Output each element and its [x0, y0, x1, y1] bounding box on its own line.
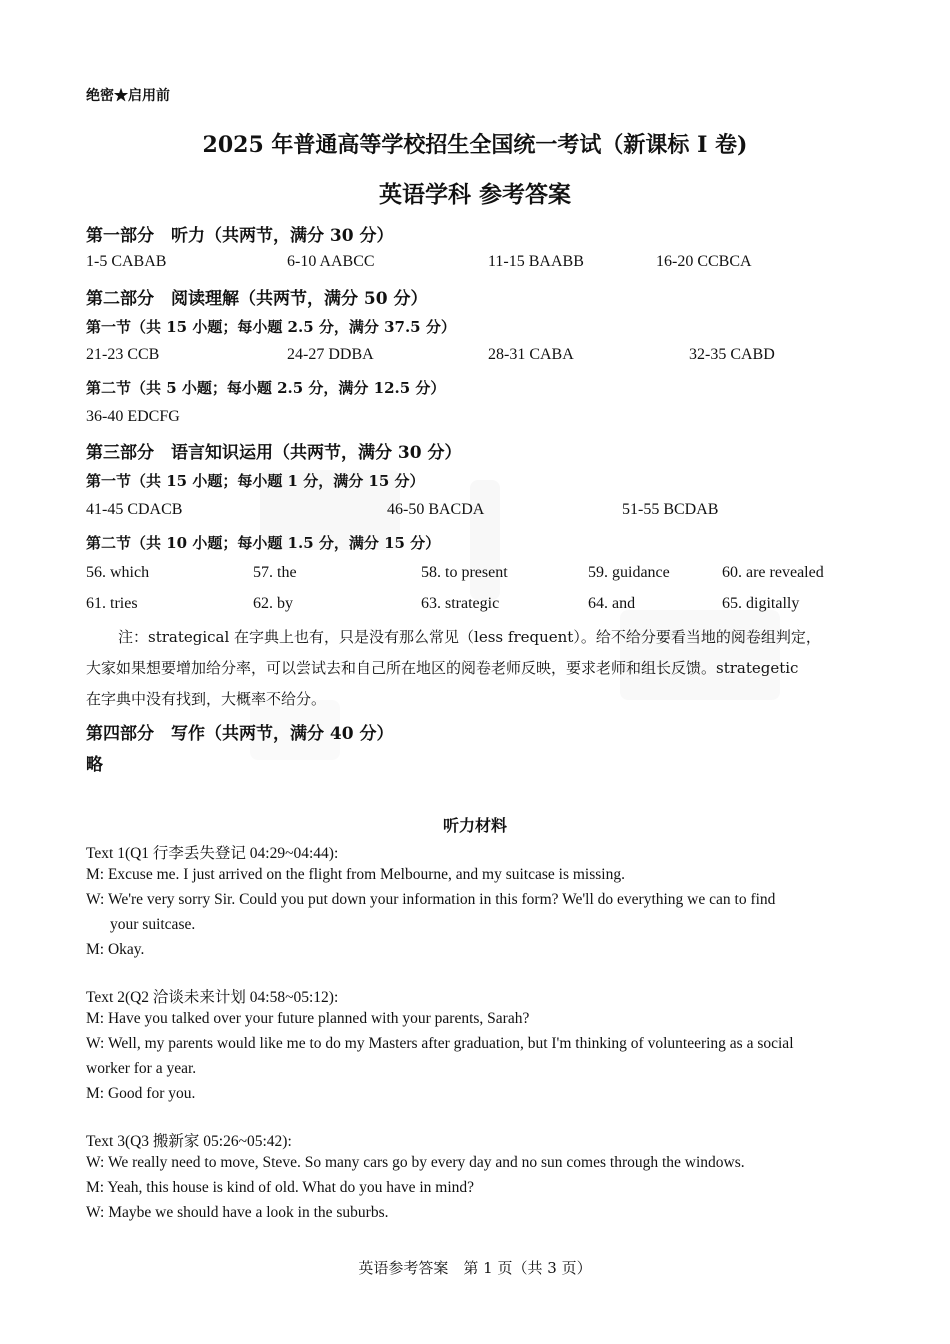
dialogue-line: M: Yeah, this house is kind of old. What do you have in mind? — [86, 1179, 475, 1196]
fill-answer: 56. which — [86, 564, 150, 581]
part2-heading: 第二部分 阅读理解（共两节，满分 50 分） — [86, 289, 428, 309]
dialogue-line: M: Excuse me. I just arrived on the flight from Melbourne, and my suitcase is missing. — [86, 866, 625, 883]
text-heading: Text 3(Q3 搬新家 05:26~05:42): — [86, 1133, 292, 1150]
answer-group: 11-15 BAABB — [488, 253, 584, 270]
answer-group: 24-27 DDBA — [287, 346, 374, 363]
part4-content: 略 — [86, 755, 103, 775]
answer-group: 1-5 CABAB — [86, 253, 167, 270]
part2-section1-heading: 第一节（共 15 小题；每小题 2.5 分，满分 37.5 分） — [86, 318, 456, 336]
answer-group: 41-45 CDACB — [86, 501, 183, 518]
answer-group: 32-35 CABD — [689, 346, 775, 363]
materials-title: 听力材料 — [442, 816, 507, 835]
fill-answer: 61. tries — [86, 595, 138, 612]
answer-group: 46-50 BACDA — [387, 501, 485, 518]
fill-answer: 59. guidance — [588, 564, 670, 581]
fill-answer: 65. digitally — [722, 595, 800, 612]
dialogue-line: W: We're very sorry Sir. Could you put down your information in this form? We'll do everything we can to find — [86, 891, 776, 908]
note-line: 大家如果想要增加给分率，可以尝试去和自己所在地区的阅卷老师反映，要求老师和组长反馈。strategetic — [86, 659, 799, 677]
fill-answer: 57. the — [253, 564, 297, 581]
dialogue-line: W: Maybe we should have a look in the suburbs. — [86, 1204, 389, 1221]
dialogue-line: M: Good for you. — [86, 1085, 196, 1102]
part4-heading: 第四部分 写作（共两节，满分 40 分） — [86, 724, 394, 744]
text-heading: Text 2(Q2 洽谈未来计划 04:58~05:12): — [86, 989, 339, 1006]
page-title: 2025 年普通高等学校招生全国统一考试（新课标 I 卷) — [202, 132, 748, 158]
dialogue-line: M: Okay. — [86, 941, 145, 958]
text-heading: Text 1(Q1 行李丢失登记 04:29~04:44): — [86, 845, 339, 862]
watermark-shape — [470, 480, 500, 600]
secret-mark: 绝密★启用前 — [86, 88, 170, 104]
fill-answer: 64. and — [588, 595, 636, 612]
dialogue-line: worker for a year. — [86, 1060, 197, 1077]
answer-group: 21-23 CCB — [86, 346, 160, 363]
answer-group: 6-10 AABCC — [287, 253, 375, 270]
watermark-shape — [620, 610, 780, 700]
part3-section2-heading: 第二节（共 10 小题；每小题 1.5 分，满分 15 分） — [86, 534, 441, 552]
page-subtitle: 英语学科 参考答案 — [378, 181, 571, 208]
part3-section1-heading: 第一节（共 15 小题；每小题 1 分，满分 15 分） — [86, 472, 425, 490]
dialogue-line: W: We really need to move, Steve. So many cars go by every day and no sun comes through the windows. — [86, 1154, 745, 1171]
answer-group: 28-31 CABA — [488, 346, 574, 363]
dialogue-line: your suitcase. — [110, 916, 196, 933]
fill-answer: 62. by — [253, 595, 293, 612]
page-footer: 英语参考答案 第 1 页（共 3 页） — [358, 1259, 592, 1277]
answer-group: 36-40 EDCFG — [86, 408, 180, 425]
fill-answer: 63. strategic — [421, 595, 500, 612]
part1-heading: 第一部分 听力（共两节，满分 30 分） — [86, 226, 394, 246]
fill-answer: 58. to present — [421, 564, 508, 581]
note-line: 在字典中没有找到，大概率不给分。 — [86, 690, 327, 708]
part2-section2-heading: 第二节（共 5 小题；每小题 2.5 分，满分 12.5 分） — [86, 379, 446, 397]
note-line: 注：strategical 在字典上也有，只是没有那么常见（less frequent）。给不给分要看当地的阅卷组判定， — [118, 628, 821, 646]
answer-group: 16-20 CCBCA — [656, 253, 752, 270]
part3-heading: 第三部分 语言知识运用（共两节，满分 30 分） — [86, 443, 462, 463]
dialogue-line: W: Well, my parents would like me to do my Masters after graduation, but I'm thinking of volunteering as a social — [86, 1035, 794, 1052]
answer-group: 51-55 BCDAB — [622, 501, 719, 518]
dialogue-line: M: Have you talked over your future planned with your parents, Sarah? — [86, 1010, 530, 1027]
fill-answer: 60. are revealed — [722, 564, 824, 581]
